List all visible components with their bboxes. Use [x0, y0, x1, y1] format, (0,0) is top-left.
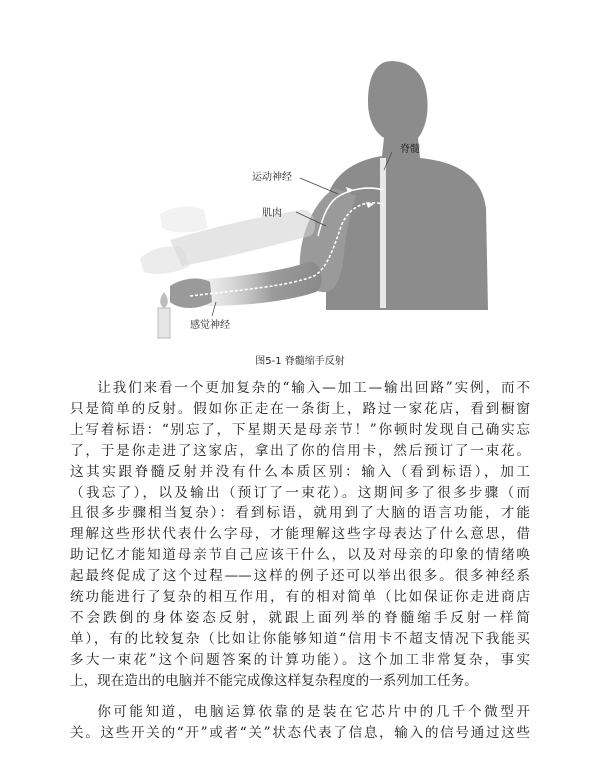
text-line: 让我们来看一个更加复杂的“输入—加工—输出回路”实例，而不: [97, 380, 530, 396]
text-line: 起最终促成了这个过程——这样的例子还可以举出很多。很多神经系: [70, 568, 530, 585]
text-line: 且很多步骤相当复杂）：看到标语，就用到了大脑的语言功能，才能: [70, 505, 530, 522]
text-line: 上，现在造出的电脑并不能完成像这样复杂程度的一系列加工任务。: [70, 672, 478, 689]
candle: [158, 308, 170, 338]
forearm: [200, 262, 322, 306]
paragraph-2: [70, 702, 530, 744]
body-text: [70, 378, 530, 743]
text-line: 了，于是你走进了这家店，拿出了你的信用卡，然后预订了一束花。: [70, 442, 530, 459]
label-motor-nerve: 运动神经: [252, 172, 292, 183]
spinal-cord: [380, 158, 386, 308]
paragraph-1: [70, 378, 530, 692]
hand-ghost-2: [160, 207, 208, 233]
figure-caption: 图5-1 脊髓缩手反射: [255, 356, 345, 367]
text-line: 只是简单的反射。假如你正走在一条街上，路过一家花店，看到橱窗: [70, 400, 530, 417]
text-line: 理解这些形状代表什么字母，才能理解这些字母表达了什么意思，借: [70, 526, 530, 543]
torso-silhouette: [324, 61, 488, 310]
text-line: 不会跌倒的身体姿态反射，就跟上面列举的脊髓缩手反射一样简: [70, 609, 530, 626]
text-line: 你可能知道，电脑运算依靠的是装在它芯片中的几千个微型开: [97, 703, 530, 720]
text-line: 多大一束花”这个问题答案的计算功能）。这个加工非常复杂，事实: [70, 651, 530, 668]
text-line: 统功能进行了复杂的相互作用，有的相对简单（比如保证你走进商店: [70, 589, 530, 606]
label-sensory-nerve: 感觉神经: [190, 320, 230, 331]
text-line: 关。这些开关的“开”或者“关”状态代表了信息，输入的信号通过这些: [70, 724, 530, 741]
text-line: 助记忆才能知道母亲节自己应该干什么，以及对母亲的印象的情绪唤: [70, 547, 530, 564]
label-spinal-cord: 脊髓: [400, 144, 420, 155]
text-line: 上写着标语：“别忘了，下星期天是母亲节！”你顿时发现自己确实忘: [70, 421, 530, 438]
candle-flame: [160, 292, 168, 308]
text-line: 单），有的比较复杂（比如让你能够知道“信用卡不超支情况下我能买: [70, 630, 530, 647]
hand-ghost-1: [140, 246, 190, 274]
hand: [170, 279, 212, 308]
reflex-illustration: [130, 40, 490, 340]
label-muscle: 肌肉: [262, 208, 282, 219]
spinal-reflex-figure: [130, 40, 490, 340]
text-line: （我忘了），以及输出（预订了一束花）。这期间多了很多步骤（而: [70, 484, 530, 501]
text-line: 这其实跟脊髓反射并没有什么本质区别：输入（看到标语），加工: [70, 463, 530, 480]
